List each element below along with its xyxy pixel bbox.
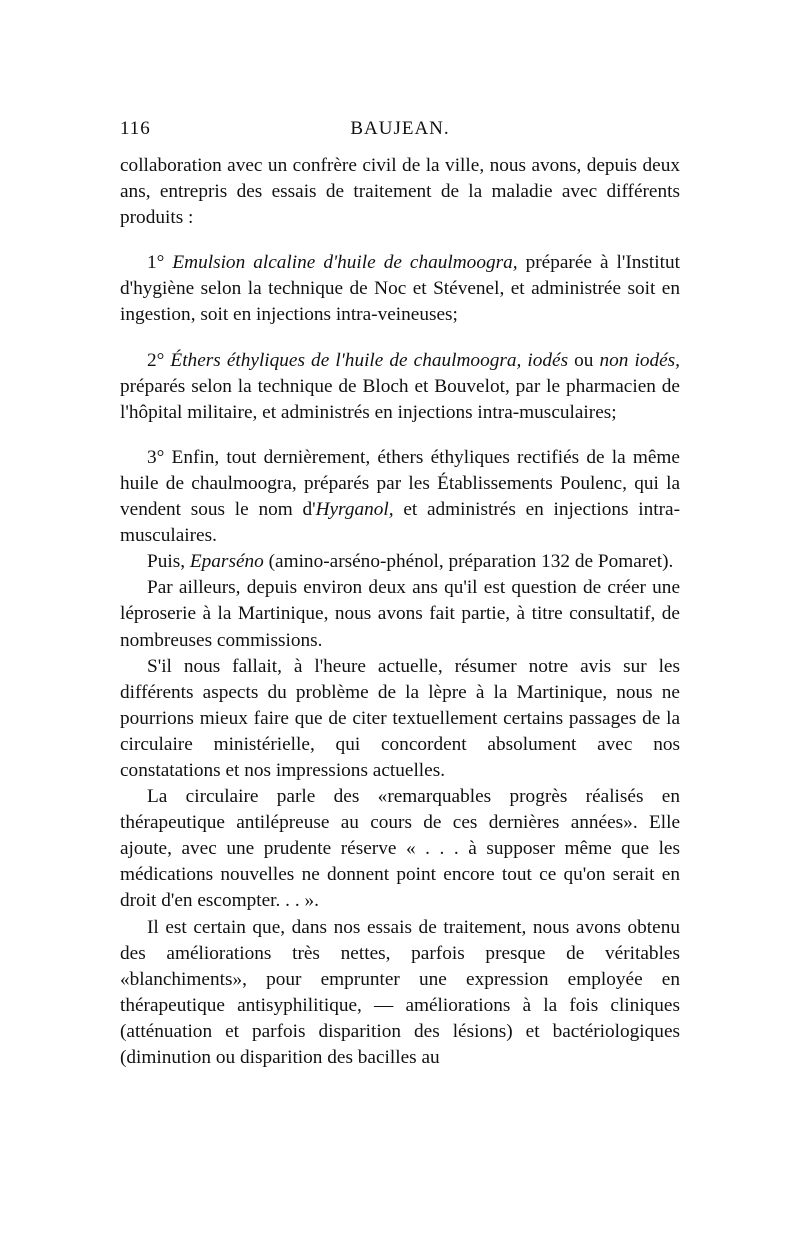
italic-text-run: Emulsion alcaline d'huile de chaulmoogra, (172, 252, 518, 274)
italic-text-run: Eparséno (189, 551, 264, 573)
text-run: 2° (147, 349, 171, 371)
paragraph (120, 575, 680, 653)
running-title: BAUJEAN. (350, 118, 450, 139)
book-page (120, 0, 680, 1071)
italic-text-run: Éthers éthyliques de l'huile de chaulmoogra, iodés (170, 349, 569, 371)
page-number: 116 (120, 118, 151, 139)
text-run: préparée à l'Institut d'hygiène selon la technique de Noc et Stévenel, et administrée soit en ingestion, soit en injections intra-veineuses; (120, 252, 680, 326)
italic-text-run: non iodés, (599, 349, 681, 371)
italic-text-run: Hyrganol, (315, 499, 394, 521)
paragraph (120, 784, 680, 914)
paragraph (120, 348, 680, 426)
paragraph (120, 654, 680, 784)
text-run: préparés selon la technique de Bloch et Bouvelot, par le pharmacien de l'hôpital militaire, et administrés en injections intra-musculaires; (120, 375, 680, 423)
text-run: ou (568, 349, 600, 371)
text-run: Puis, (147, 551, 190, 573)
running-head (120, 118, 680, 142)
text-run: et administrés en injections intra-musculaires. (120, 499, 680, 547)
text-run: S'il nous fallait, à l'heure actuelle, résumer notre avis sur les différents aspects du problème de la lèpre à la Martinique, nous ne pourrions mieux faire que de citer textuellement certains passages de la circulaire ministérielle, qui concordent absolument avec nos constatations et nos impressions actuelles. (120, 655, 680, 781)
text-run: (amino-arséno-phénol, préparation 132 de Pomaret). (263, 551, 674, 573)
paragraph (120, 549, 680, 575)
text-run: La circulaire parle des «remarquables progrès réalisés en thérapeutique antilépreuse au cours de ces dernières années». Elle ajoute, avec une prudente réserve « . . . à supposer même que les médications nouvelles ne donnent point encore tout ce qu'on serait en droit d'en escompter. . . ». (120, 786, 680, 912)
text-run: Il est certain que, dans nos essais de traitement, nous avons obtenu des améliorations très nettes, parfois presque de véritables «blanchiments», pour emprunter une expression employée en thérapeutique antisyphilitique, — améliorations à la fois cliniques (atténuation et parfois disparition des lésions) et bactériologiques (diminution ou disparition des bacilles au (120, 916, 680, 1068)
paragraph (120, 153, 680, 231)
text-run: Par ailleurs, depuis environ deux ans qu'il est question de créer une léproserie à la Martinique, nous avons fait partie, à titre consultatif, de nombreuses commissions. (120, 577, 680, 651)
body-text (120, 153, 680, 1071)
text-run: 3° Enfin, tout dernièrement, éthers éthyliques rectifiés de la même huile de chaulmoogra, préparés par les Établissements Poulenc, qui la vendent sous le nom d' (120, 446, 680, 521)
text-run: collaboration avec un confrère civil de la ville, nous avons, depuis deux ans, entrepris des essais de traitement de la maladie avec différents produits : (120, 155, 680, 229)
paragraph (120, 915, 680, 1072)
text-run: 1° (147, 252, 173, 274)
paragraph (120, 445, 680, 549)
paragraph (120, 250, 680, 328)
